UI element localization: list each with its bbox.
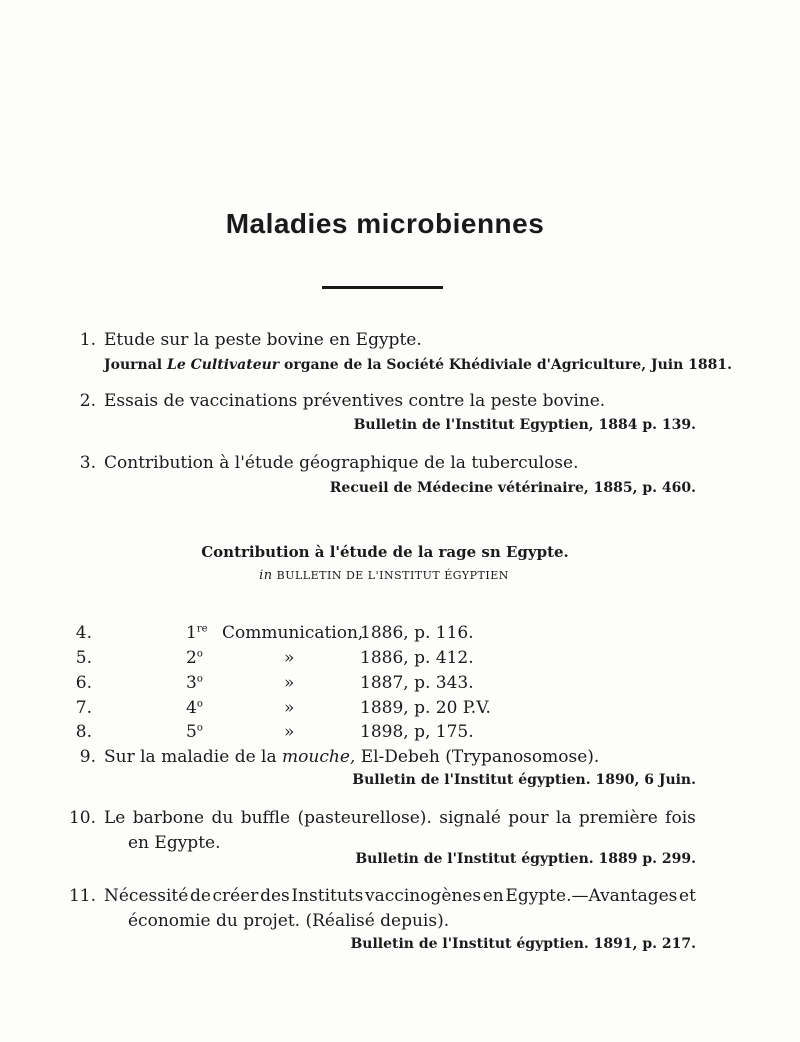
item-number: 3. bbox=[79, 453, 96, 473]
row-ordinal: 3$^o$ bbox=[186, 673, 203, 693]
row-label: Communication, bbox=[222, 623, 364, 643]
communication-row bbox=[0, 722, 800, 744]
source-citation: Recueil de Médecine vétérinaire, 1885, p. 460. bbox=[329, 480, 696, 496]
communication-row bbox=[0, 673, 800, 695]
row-reference: 1886, p. 412. bbox=[360, 648, 474, 668]
row-reference: 1898, p, 175. bbox=[360, 722, 474, 742]
section-subtitle bbox=[0, 568, 784, 583]
row-number: 8. bbox=[75, 722, 92, 742]
justified-line: Nécessité de créer des Instituts vaccinogènes en Egypte.—Avantages et bbox=[104, 886, 696, 906]
source-citation: Bulletin de l'Institut égyptien. 1891, p. 217. bbox=[350, 936, 696, 952]
title-rule bbox=[322, 286, 443, 289]
row-number: 6. bbox=[75, 673, 92, 693]
row-reference: 1886, p. 116. bbox=[360, 623, 474, 643]
item-number: 9. bbox=[79, 747, 96, 767]
source-citation: Bulletin de l'Institut Egyptien, 1884 p. 139. bbox=[353, 417, 696, 433]
item-title bbox=[104, 886, 696, 906]
item-title: Etude sur la peste bovine en Egypte. bbox=[104, 330, 422, 350]
row-ditto-mark: » bbox=[284, 648, 295, 668]
justified-line: Le barbone du buffle (pasteurellose). signalé pour la première fois bbox=[104, 808, 696, 828]
communication-row bbox=[0, 623, 800, 645]
row-number: 7. bbox=[75, 698, 92, 718]
row-ditto-mark: » bbox=[284, 673, 295, 693]
item-title: Sur la maladie de la mouche, El-Debeh (Trypanosomose). bbox=[104, 747, 600, 767]
source-prefix: Journal bbox=[104, 357, 163, 373]
section-title: Contribution à l'étude de la rage sn Egypte. bbox=[201, 543, 569, 561]
row-number: 4. bbox=[75, 623, 92, 643]
page-title: Maladies microbiennes bbox=[225, 208, 545, 239]
row-reference: 1889, p. 20 P.V. bbox=[360, 698, 491, 718]
item-number: 2. bbox=[79, 391, 96, 411]
item-number: 11. bbox=[68, 886, 96, 906]
item-number: 10. bbox=[68, 808, 96, 828]
item-title-continuation: économie du projet. (Réalisé depuis). bbox=[128, 911, 450, 931]
row-ditto-mark: » bbox=[284, 698, 295, 718]
section-subtitle-prefix: in bbox=[259, 568, 273, 583]
communication-row bbox=[0, 648, 800, 670]
section-subtitle-text: BULLETIN DE L'INSTITUT ÉGYPTIEN bbox=[276, 569, 509, 582]
item-title: Contribution à l'étude géographique de la tuberculose. bbox=[104, 453, 579, 473]
item-title: Essais de vaccinations préventives contre la peste bovine. bbox=[104, 391, 606, 411]
row-ordinal: 2$^o$ bbox=[186, 648, 203, 668]
communication-row bbox=[0, 698, 800, 720]
source-rest: organe de la Société Khédiviale d'Agriculture, Juin 1881. bbox=[284, 357, 732, 373]
row-reference: 1887, p. 343. bbox=[360, 673, 474, 693]
row-ordinal: 4$^o$ bbox=[186, 698, 203, 718]
source-journal-name: Le Cultivateur bbox=[166, 357, 280, 373]
item-title bbox=[104, 808, 696, 828]
row-number: 5. bbox=[75, 648, 92, 668]
item-title-continuation: en Egypte. bbox=[128, 833, 221, 853]
row-ordinal: 1re bbox=[186, 623, 208, 643]
source-citation: Bulletin de l'Institut égyptien. 1889 p. 299. bbox=[355, 851, 696, 867]
source-citation: Bulletin de l'Institut égyptien. 1890, 6 Juin. bbox=[352, 772, 696, 788]
row-ditto-mark: » bbox=[284, 722, 295, 742]
item-number: 1. bbox=[79, 330, 96, 350]
row-ordinal: 5$^o$ bbox=[186, 722, 203, 742]
